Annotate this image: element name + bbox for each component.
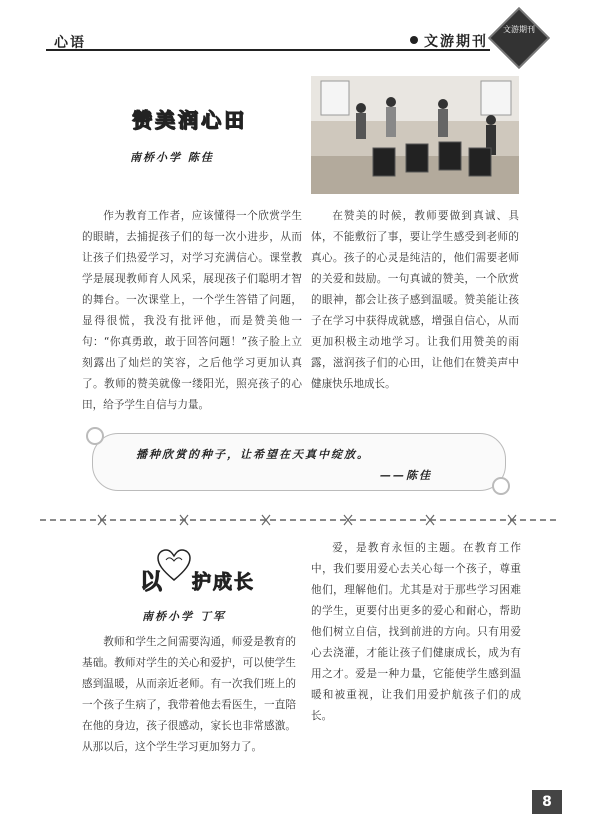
journal-badge-icon bbox=[488, 7, 550, 69]
article2-title-prefix: 以 bbox=[140, 570, 163, 595]
page-number: 8 bbox=[542, 794, 552, 810]
article2-paragraph-left: 教师和学生之间需要沟通，师爱是教育的基础。教师对学生的关心和爱护，可以使学生感到温暖，从而亲近老师。有一次我们班上的一个孩子生病了，我带着他去看医生，一直陪在他的身边，孩子很感动，家长也非常感激。从那以后，这个学生学习更加努力了。 bbox=[82, 636, 296, 753]
article2-column-left bbox=[82, 632, 296, 782]
journal-badge-text: 文游期刊 bbox=[503, 25, 535, 34]
quote-text: 播种欣赏的种子，让希望在天真中绽放。 bbox=[136, 448, 370, 461]
article1-column-right bbox=[311, 206, 519, 426]
article2-column-right bbox=[311, 538, 521, 788]
quote-banner bbox=[92, 433, 506, 491]
header-rule bbox=[46, 49, 490, 51]
photo-illustration-icon bbox=[311, 76, 519, 194]
article1-byline: 南桥小学 陈佳 bbox=[130, 151, 214, 164]
section-label: 心语 bbox=[54, 35, 86, 51]
journal-name: 文游期刊 bbox=[424, 34, 488, 50]
article1-paragraph-right: 在赞美的时候，教师要做到真诚、具体，不能敷衍了事，要让学生感受到老师的真心。孩子的心灵是纯洁的，他们需要老师的关爱和鼓励。一句真诚的赞美，一个欣赏的眼神，都会让孩子感到温暖。赞美能让孩子在学习中获得成就感，增强自信心，从而更加积极主动地学习。让我们用赞美的雨露，滋润孩子们的心田，让他们在赞美声中健康快乐地成长。 bbox=[311, 210, 519, 390]
article1-title: 赞美润心田 bbox=[132, 108, 247, 132]
banner-scroll-icon bbox=[86, 427, 104, 445]
quote-author: ——陈佳 bbox=[380, 469, 432, 482]
article2-byline: 南桥小学 丁军 bbox=[142, 610, 226, 623]
dashed-divider bbox=[40, 513, 560, 527]
page-number-box bbox=[532, 790, 562, 814]
banner-scroll-icon bbox=[492, 477, 510, 495]
article2-paragraph-right: 爱，是教育永恒的主题。在教育工作中，我们要用爱心去关心每一个孩子，尊重他们，理解他们。尤其是对于那些学习困难的学生，更要付出更多的爱心和耐心，帮助他们树立自信，找到前进的方向。只有用爱心去浇灌，才能让孩子们健康成长，成为有用之才。爱是一种力量，它能使学生感到温暖和被重视，让我们用爱护航孩子们的成长。 bbox=[311, 542, 521, 722]
bullet-icon bbox=[410, 36, 418, 44]
article2-title-suffix: 护成长 bbox=[192, 571, 256, 593]
article1-column-left bbox=[82, 206, 302, 426]
article1-paragraph-left: 作为教育工作者，应该懂得一个欣赏学生的眼睛，去捕捉孩子们的每一次小进步，从而让孩子们热爱学习，对学习充满信心。课堂教学是展现教师育人风采，展现孩子们聪明才智的舞台。一次课堂上，一个学生答错了问题，显得很慌，我没有批评他，而是赞美他一句：“你真勇敢，敢于回答问题！”孩子脸上立刻露出了灿烂的笑容，之后他学习更加认真了。教师的赞美就像一缕阳光，照亮孩子的心田，给予学生自信与力量。 bbox=[82, 210, 302, 411]
classroom-drum-photo bbox=[311, 76, 519, 194]
heart-icon bbox=[156, 548, 192, 584]
